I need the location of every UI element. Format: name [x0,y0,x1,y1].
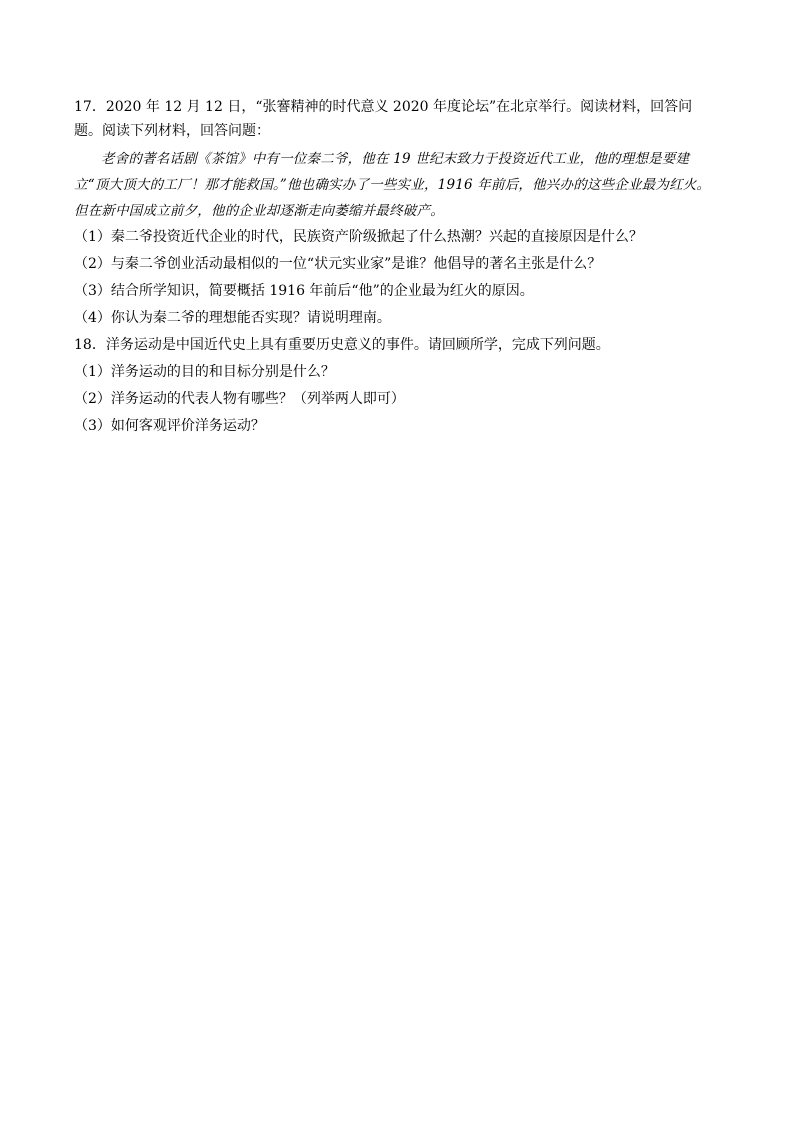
question-content [74,95,714,440]
question-18-stem: 18．洋务运动是中国近代史上具有重要历史意义的事件。请回顾所学，完成下列问题。 [74,337,610,353]
question-17-material: 老舍的著名话剧《茶馆》中有一位秦二爷，他在 19 世纪末致力于投资近代工业，他的理想是要建立“顶大顶大的工厂！那才能救国。”他也确实办了一些实业，1916 年前后，他兴办的这些企业最为红火。但在新中国成立前夕，他的企业却逐渐走向萎缩并最终破产。 [74,151,711,219]
question-18-sub-3: （3）如何客观评价洋务运动？ [74,418,265,434]
question-17-sub-4: （4）你认为秦二爷的理想能否实现？请说明理南。 [74,310,391,326]
question-17-sub-3: （3）结合所学知识，简要概括 1916 年前后“他”的企业最为红火的原因。 [74,283,534,299]
question-17-stem: 17．2020 年 12 月 12 日，“张謇精神的时代意义 2020 年度论坛”在北京举行。阅读材料，回答问题。阅读下列材料，回答问题： [74,99,693,139]
question-17-sub-1: （1）秦二爷投资近代企业的时代，民族资产阶级掀起了什么热潮？兴起的直接原因是什么？ [74,229,643,245]
question-18-sub-2: （2）洋务运动的代表人物有哪些？（列举两人即可） [74,391,405,407]
question-17-sub-2: （2）与秦二爷创业活动最相似的一位“状元实业家”是谁？他倡导的著名主张是什么？ [74,256,602,272]
question-18-sub-1: （1）洋务运动的目的和目标分别是什么？ [74,364,335,380]
